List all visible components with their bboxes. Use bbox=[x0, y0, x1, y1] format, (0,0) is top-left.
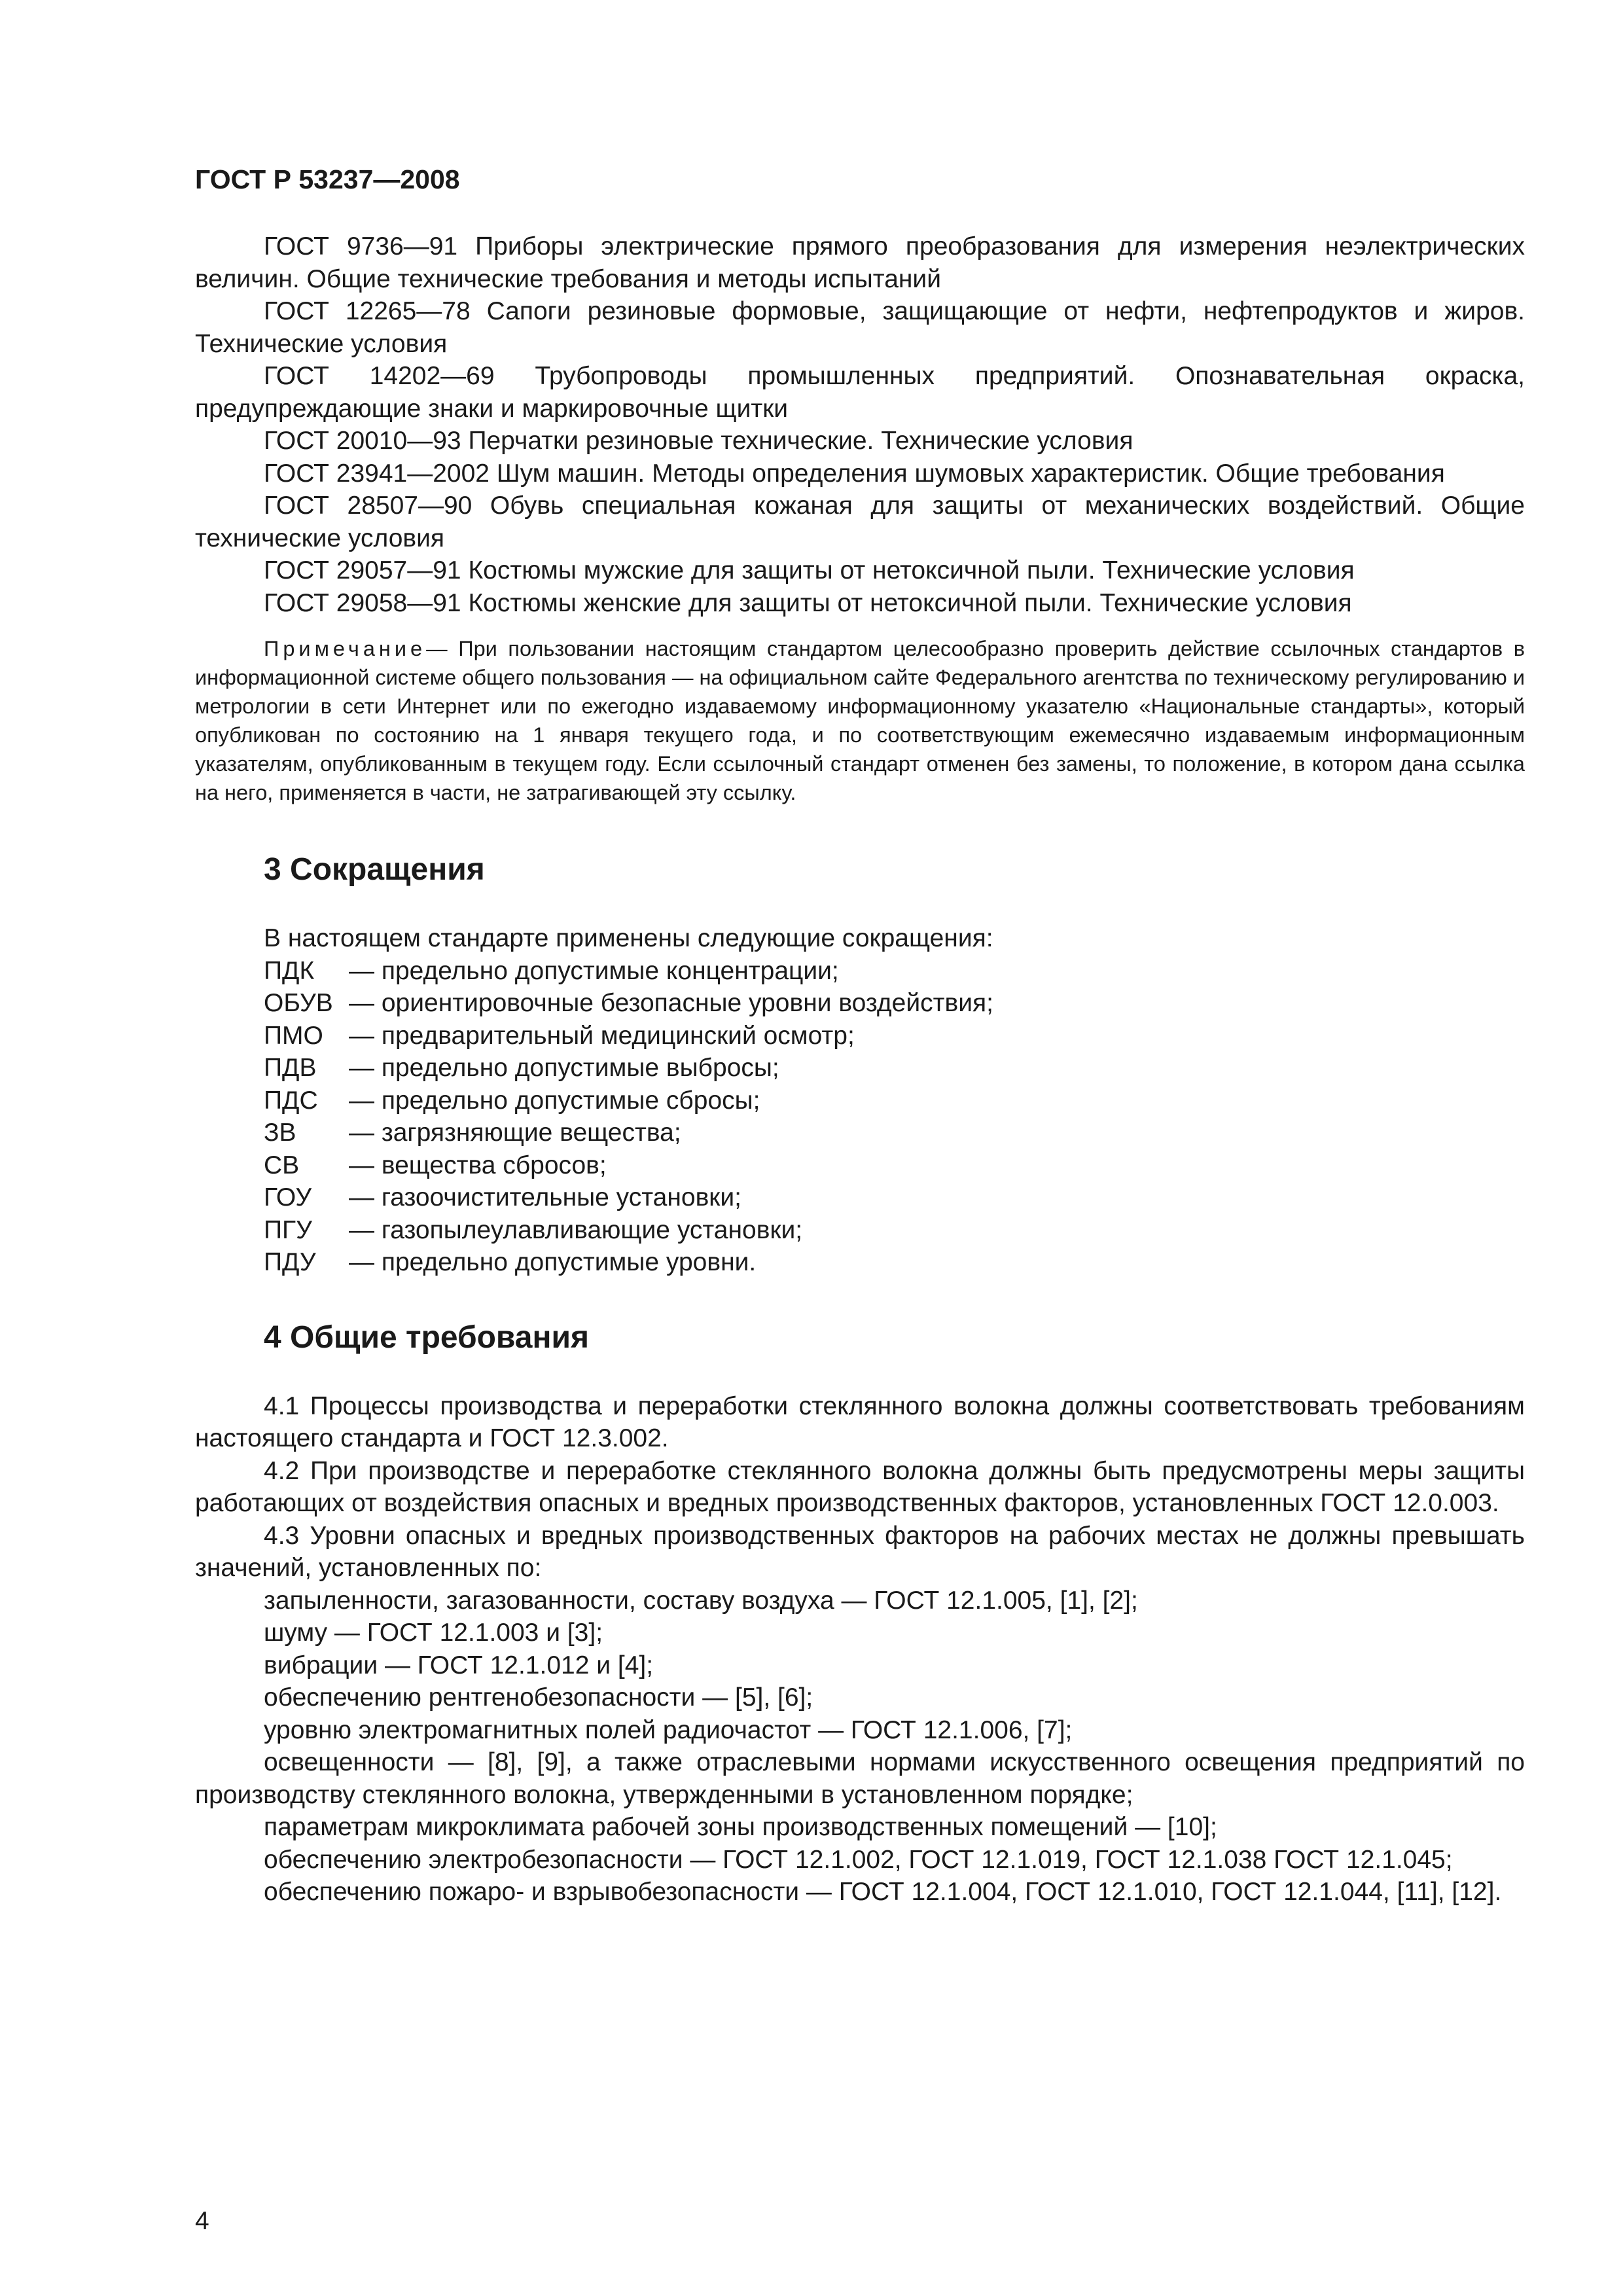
abbreviation-code: ПДС bbox=[264, 1086, 318, 1115]
reference-item: ГОСТ 12265—78 Сапоги резиновые формовые, защищающие от нефти, нефтепродуктов и жиров. Технические условия bbox=[195, 297, 1525, 358]
abbreviation-code: ПДК bbox=[264, 956, 315, 985]
list-item bbox=[264, 1181, 1525, 1214]
requirement-item: параметрам микроклимата рабочей зоны производственных помещений — [10]; bbox=[264, 1813, 1217, 1841]
clause-4-3: 4.3 Уровни опасных и вредных производственных факторов на рабочих местах не должны превышать значений, установленных по: bbox=[195, 1521, 1525, 1582]
reference-item: ГОСТ 9736—91 Приборы электрические прямого преобразования для измерения неэлектрических величин. Общие технические требования и методы испытаний bbox=[195, 232, 1525, 293]
reference-item: ГОСТ 14202—69 Трубопроводы промышленных предприятий. Опознавательная окраска, предупреждающие знаки и маркировочные щитки bbox=[195, 362, 1525, 423]
requirement-item: запыленности, загазованности, составу воздуха — ГОСТ 12.1.005, [1], [2]; bbox=[264, 1586, 1138, 1615]
abbreviation-code: ЗВ bbox=[264, 1119, 296, 1147]
abbreviation-definition: — предельно допустимые выбросы; bbox=[349, 1054, 779, 1082]
abbreviation-code: СВ bbox=[264, 1151, 300, 1179]
note-paragraph bbox=[195, 634, 1525, 807]
reference-item: ГОСТ 29058—91 Костюмы женские для защиты от нетоксичной пыли. Технические условия bbox=[264, 588, 1352, 617]
requirement-item: шуму — ГОСТ 12.1.003 и [3]; bbox=[264, 1619, 603, 1647]
page-content bbox=[195, 162, 1525, 1909]
clause-4-1: 4.1 Процессы производства и переработки стеклянного волокна должны соответствовать требованиям настоящего стандарта и ГОСТ 12.3.002. bbox=[195, 1391, 1525, 1452]
requirement-item: уровню электромагнитных полей радиочастот — ГОСТ 12.1.006, [7]; bbox=[264, 1715, 1073, 1744]
abbreviations-list bbox=[195, 955, 1525, 1279]
note-text: — При пользовании настоящим стандартом целесообразно проверить действие ссылочных стандартов в информационной системе общего пользования — на официальном сайте Федерального агентства по техническому регулированию и метрологии в сети Интернет или по ежегодно издаваемому информационному указателю «Национальные стандарты», который опубликован по состоянию на 1 января текущего года, и по соответствующим ежемесячно издаваемым информационным указателям, опубликованным в текущем году. Если ссылочный стандарт отменен без замены, то положение, в котором дана ссылка на него, применяется в части, не затрагивающей эту ссылку. bbox=[195, 637, 1525, 804]
requirement-item: обеспечению рентгенобезопасности — [5], [6]; bbox=[264, 1683, 813, 1712]
abbreviation-definition: — предельно допустимые уровни. bbox=[349, 1248, 757, 1276]
reference-item: ГОСТ 29057—91 Костюмы мужские для защиты от нетоксичной пыли. Технические условия bbox=[264, 556, 1355, 584]
abbreviation-definition: — предельно допустимые сбросы; bbox=[349, 1086, 760, 1115]
requirement-item: обеспечению электробезопасности — ГОСТ 12.1.002, ГОСТ 12.1.019, ГОСТ 12.1.038 ГОСТ 12.1.045; bbox=[264, 1845, 1453, 1874]
normative-references-list bbox=[195, 230, 1525, 619]
list-item bbox=[264, 1149, 1525, 1182]
page-number: 4 bbox=[195, 2207, 209, 2235]
list-item bbox=[264, 1117, 1525, 1149]
reference-item: ГОСТ 23941—2002 Шум машин. Методы определения шумовых характеристик. Общие требования bbox=[264, 459, 1445, 488]
list-item bbox=[264, 1214, 1525, 1247]
abbreviation-code: ПГУ bbox=[264, 1215, 312, 1244]
reference-item: ГОСТ 20010—93 Перчатки резиновые технические. Технические условия bbox=[264, 427, 1133, 455]
section-4-heading: 4 Общие требования bbox=[264, 1319, 589, 1355]
abbreviation-code: ОБУВ bbox=[264, 989, 333, 1017]
abbreviation-definition: — газоочистительные установки; bbox=[349, 1183, 741, 1211]
abbreviation-code: ПМО bbox=[264, 1021, 323, 1050]
reference-item: ГОСТ 28507—90 Обувь специальная кожаная для защиты от механических воздействий. Общие технические условия bbox=[195, 492, 1525, 552]
abbreviation-definition: — предварительный медицинский осмотр; bbox=[349, 1021, 855, 1050]
requirement-item: обеспечению пожаро- и взрывобезопасности — ГОСТ 12.1.004, ГОСТ 12.1.010, ГОСТ 12.1.044, [11], [12]. bbox=[264, 1878, 1502, 1906]
abbreviation-code: ПДВ bbox=[264, 1054, 317, 1082]
list-item bbox=[264, 1085, 1525, 1117]
requirement-item: вибрации — ГОСТ 12.1.012 и [4]; bbox=[264, 1651, 654, 1679]
section-3-heading: 3 Сокращения bbox=[264, 852, 485, 887]
abbreviation-definition: — ориентировочные безопасные уровни воздействия; bbox=[349, 989, 993, 1017]
list-item bbox=[264, 955, 1525, 988]
list-item bbox=[264, 987, 1525, 1020]
abbreviation-definition: — загрязняющие вещества; bbox=[349, 1119, 681, 1147]
abbreviation-definition: — вещества сбросов; bbox=[349, 1151, 607, 1179]
running-header: ГОСТ Р 53237—2008 bbox=[195, 164, 460, 194]
abbreviation-definition: — газопылеулавливающие установки; bbox=[349, 1215, 803, 1244]
requirement-item: освещенности — [8], [9], а также отраслевыми нормами искусственного освещения предприятий по производству стеклянного волокна, утвержденными в установленном порядке; bbox=[195, 1748, 1525, 1809]
list-item bbox=[264, 1246, 1525, 1279]
general-requirements-body bbox=[195, 1390, 1525, 1909]
abbreviation-code: ПДУ bbox=[264, 1248, 316, 1276]
note-label: Примечание bbox=[264, 637, 427, 660]
abbreviation-code: ГОУ bbox=[264, 1183, 312, 1211]
list-item bbox=[264, 1052, 1525, 1085]
abbreviations-intro: В настоящем стандарте применены следующие сокращения: bbox=[264, 924, 993, 952]
abbreviation-definition: — предельно допустимые концентрации; bbox=[349, 956, 839, 985]
clause-4-2: 4.2 При производстве и переработке стеклянного волокна должны быть предусмотрены меры защиты работающих от воздействия опасных и вредных производственных факторов, установленных ГОСТ 12.0.003. bbox=[195, 1456, 1525, 1517]
list-item bbox=[264, 1020, 1525, 1052]
